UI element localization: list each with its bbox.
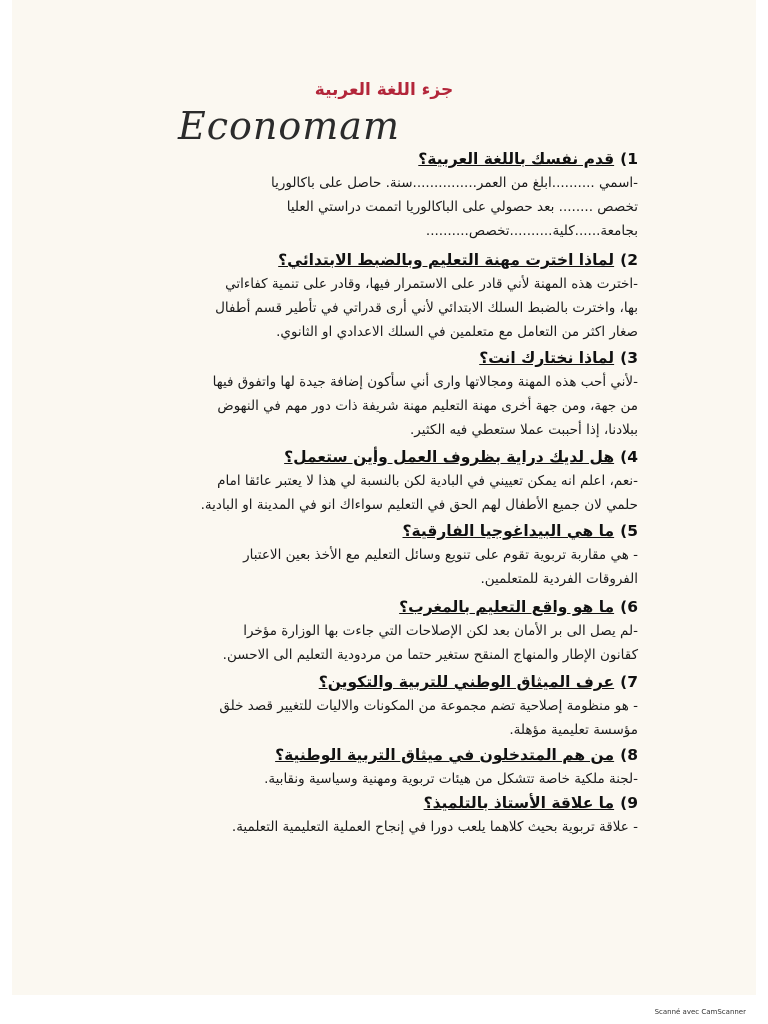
question-3 bbox=[93, 346, 638, 370]
question-text: ما هي البيداغوجيا الفارقية؟ bbox=[402, 522, 615, 540]
answer-line: كقانون الإطار والمنهاج المنقح ستغير حتما من مردودية التعليم الى الاحسن. bbox=[222, 647, 638, 663]
answer-line: -نعم، اعلم انه يمكن تعييني في البادية لكن بالنسبة لي هذا لا يعتبر عائقا امام bbox=[217, 473, 638, 489]
answer-line: بجامعة......كلية..........تخصص.......... bbox=[425, 223, 638, 239]
question-text: ما علاقة الأستاذ بالتلميذ؟ bbox=[423, 794, 615, 812]
answer-line: بها، واخترت بالضبط السلك الابتدائي لأني أرى قدراتي في تأطير قسم أطفال bbox=[215, 300, 638, 316]
answer-line: - علاقة تربوية بحيث كلاهما يلعب دورا في إنجاح العملية التعليمية التعلمية. bbox=[231, 819, 638, 835]
question-number: 7) bbox=[620, 673, 638, 691]
answer-line: -لجنة ملكية خاصة تتشكل من هيئات تربوية ومهنية وسياسية ونقابية. bbox=[264, 771, 638, 787]
answer-line: حلمي لان جميع الأطفال لهم الحق في التعليم سواءاك انو في المدينة او البادية. bbox=[200, 497, 638, 513]
question-number: 4) bbox=[620, 448, 638, 466]
answer-line: ببلادنا، إذا أحببت عملا ستعطي فيه الكثير. bbox=[410, 422, 638, 438]
question-text: لماذا نختارك انت؟ bbox=[479, 349, 615, 367]
question-1 bbox=[93, 147, 638, 171]
question-9 bbox=[93, 791, 638, 815]
question-number: 2) bbox=[620, 251, 638, 269]
question-2 bbox=[93, 248, 638, 272]
question-8 bbox=[93, 743, 638, 767]
qa-item-2 bbox=[93, 248, 638, 344]
answer-line: تخصص ........ بعد حصولي على الباكالوريا اتممت دراستي العليا bbox=[286, 199, 638, 215]
question-number: 1) bbox=[620, 150, 638, 168]
qa-item-4 bbox=[93, 445, 638, 517]
question-text: ما هو واقع التعليم بالمغرب؟ bbox=[399, 598, 615, 616]
qa-item-9 bbox=[93, 791, 638, 839]
question-number: 5) bbox=[620, 522, 638, 540]
qa-item-1 bbox=[93, 147, 638, 243]
qa-item-6 bbox=[93, 595, 638, 667]
answer-line: الفروقات الفردية للمتعلمين. bbox=[480, 571, 638, 587]
question-number: 9) bbox=[620, 794, 638, 812]
answer-line: صغار اكثر من التعامل مع متعلمين في السلك الاعدادي او الثانوي. bbox=[276, 324, 638, 340]
handwritten-name: Economam bbox=[178, 104, 400, 148]
question-text: عرف الميثاق الوطني للتربية والتكوين؟ bbox=[318, 673, 615, 691]
document-title: جزء اللغة العربية bbox=[314, 80, 454, 100]
question-number: 3) bbox=[620, 349, 638, 367]
question-text: من هم المتدخلون في ميثاق التربية الوطنية؟ bbox=[275, 746, 615, 764]
answer-line: -اخترت هذه المهنة لأني قادر على الاستمرار فيها، وقادر على تنمية كفاءاتي bbox=[225, 276, 638, 292]
question-number: 6) bbox=[620, 598, 638, 616]
question-number: 8) bbox=[620, 746, 638, 764]
question-5 bbox=[93, 519, 638, 543]
qa-item-5 bbox=[93, 519, 638, 591]
qa-item-3 bbox=[93, 346, 638, 442]
answer-line: -لم يصل الى بر الأمان بعد لكن الإصلاحات التي جاءت بها الوزارة مؤخرا bbox=[243, 623, 638, 639]
question-text: قدم نفسك باللغة العربية؟ bbox=[418, 150, 615, 168]
question-text: لماذا اخترت مهنة التعليم وبالضبط الابتدائي؟ bbox=[278, 251, 615, 269]
scanner-watermark: Scanné avec CamScanner bbox=[654, 1008, 746, 1016]
answer-line: - هي مقاربة تربوية تقوم على تنويع وسائل التعليم مع الأخذ بعين الاعتبار bbox=[243, 547, 638, 563]
answer-line: من جهة، ومن جهة أخرى مهنة التعليم مهنة شريفة ذات دور مهم في النهوض bbox=[217, 398, 638, 414]
answer-line: مؤسسة تعليمية مؤهلة. bbox=[509, 722, 638, 738]
question-7 bbox=[93, 670, 638, 694]
answer-line: -لأني أحب هذه المهنة ومجالاتها وارى أني سأكون إضافة جيدة لها واتفوق فيها bbox=[212, 374, 638, 390]
qa-item-7 bbox=[93, 670, 638, 742]
answer-line: - هو منظومة إصلاحية تضم مجموعة من المكونات والاليات للتغيير قصد خلق bbox=[219, 698, 638, 714]
question-6 bbox=[93, 595, 638, 619]
answer-line: -اسمي ..........ابلغ من العمر...............سنة. حاصل على باكالوريا bbox=[270, 175, 638, 191]
qa-item-8 bbox=[93, 743, 638, 791]
question-4 bbox=[93, 445, 638, 469]
question-text: هل لديك دراية بظروف العمل وأين ستعمل؟ bbox=[284, 448, 615, 466]
